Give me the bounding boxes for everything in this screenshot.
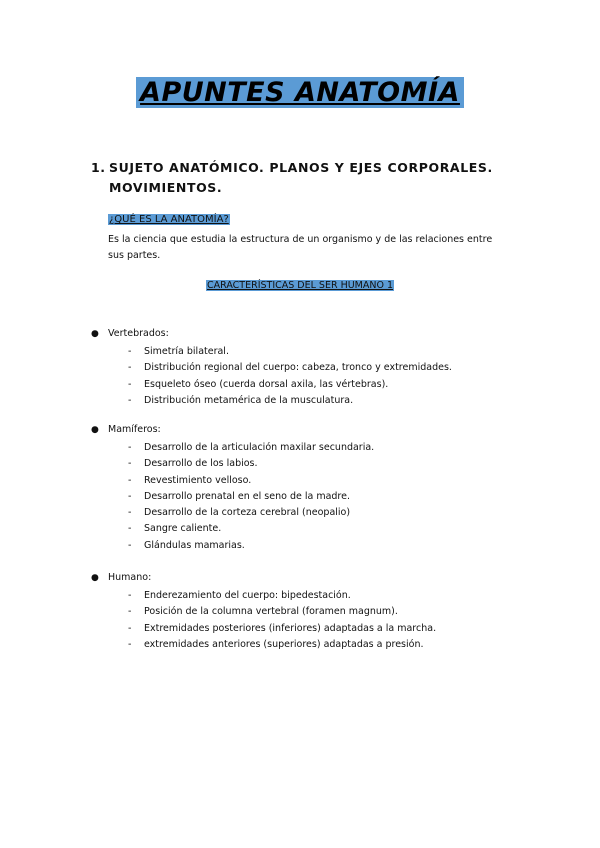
bullet-icon: ●: [91, 329, 99, 339]
group-label-text: Mamíferos:: [108, 424, 161, 435]
list-item: - Sangre caliente.: [91, 521, 511, 537]
dash-icon: -: [128, 606, 132, 618]
title-block: [0, 76, 600, 110]
dash-icon: -: [128, 362, 132, 374]
list-item: - Extremidades posteriores (inferiores) adaptadas a la marcha.: [91, 621, 511, 637]
group-label: [91, 326, 511, 342]
group-label-text: Humano:: [108, 572, 152, 583]
dash-icon: -: [128, 394, 132, 406]
dash-icon: -: [128, 458, 132, 470]
bullet-icon: ●: [91, 425, 99, 435]
list-item: - Glándulas mamarias.: [91, 538, 511, 554]
list-item: - Esqueleto óseo (cuerda dorsal axila, las vértebras).: [91, 377, 511, 393]
dash-icon: -: [128, 507, 132, 519]
dash-icon: -: [128, 442, 132, 453]
dash-icon: -: [128, 346, 132, 357]
group-list: [91, 588, 511, 653]
dash-icon: -: [128, 638, 132, 650]
list-item: - Desarrollo prenatal en el seno de la madre.: [91, 489, 511, 505]
question-text: ¿QUÉ ES LA ANATOMÍA?: [109, 214, 229, 225]
group-list: [91, 440, 511, 554]
list-item: - Simetría bilateral.: [91, 344, 511, 360]
page-title: APUNTES ANATOMÍA: [136, 77, 464, 108]
section-number: 1.: [91, 160, 106, 175]
group-label-text: Vertebrados:: [108, 328, 169, 339]
list-item: - Posición de la columna vertebral (foramen magnum).: [91, 604, 511, 620]
list-item: - Desarrollo de la articulación maxilar secundaria.: [91, 440, 511, 456]
list-item: - Enderezamiento del cuerpo: bipedestación.: [91, 588, 511, 604]
definition-paragraph: Es la ciencia que estudia la estructura de un organismo y de las relaciones entre sus partes.: [108, 234, 493, 261]
characteristics-heading: [0, 279, 600, 293]
dash-icon: -: [128, 539, 132, 551]
list-item: - Distribución metamérica de la musculatura.: [91, 393, 511, 409]
dash-icon: -: [128, 523, 132, 535]
dash-icon: -: [128, 622, 132, 634]
group-humano: [91, 570, 511, 653]
list-item: - Distribución regional del cuerpo: cabeza, tronco y extremidades.: [91, 360, 511, 376]
bullet-icon: ●: [91, 573, 99, 583]
group-mamiferos: [91, 422, 511, 554]
group-label: [91, 422, 511, 438]
section-heading-text: SUJETO ANATÓMICO. PLANOS Y EJES CORPORALES. MOVIMIENTOS.: [109, 160, 493, 195]
dash-icon: -: [128, 474, 132, 486]
section-heading: [91, 158, 511, 198]
group-list: [91, 344, 511, 409]
list-item: - Revestimiento velloso.: [91, 473, 511, 489]
list-item: - Desarrollo de la corteza cerebral (neopalio): [91, 505, 511, 521]
dash-icon: -: [128, 590, 132, 601]
group-label: [91, 570, 511, 586]
list-item: - extremidades anteriores (superiores) adaptadas a presión.: [91, 637, 511, 653]
question-heading: [108, 213, 230, 227]
characteristics-title: CARACTERÍSTICAS DEL SER HUMANO 1: [206, 280, 394, 291]
group-vertebrados: [91, 326, 511, 409]
list-item: - Desarrollo de los labios.: [91, 456, 511, 472]
dash-icon: -: [128, 378, 132, 390]
dash-icon: -: [128, 490, 132, 502]
